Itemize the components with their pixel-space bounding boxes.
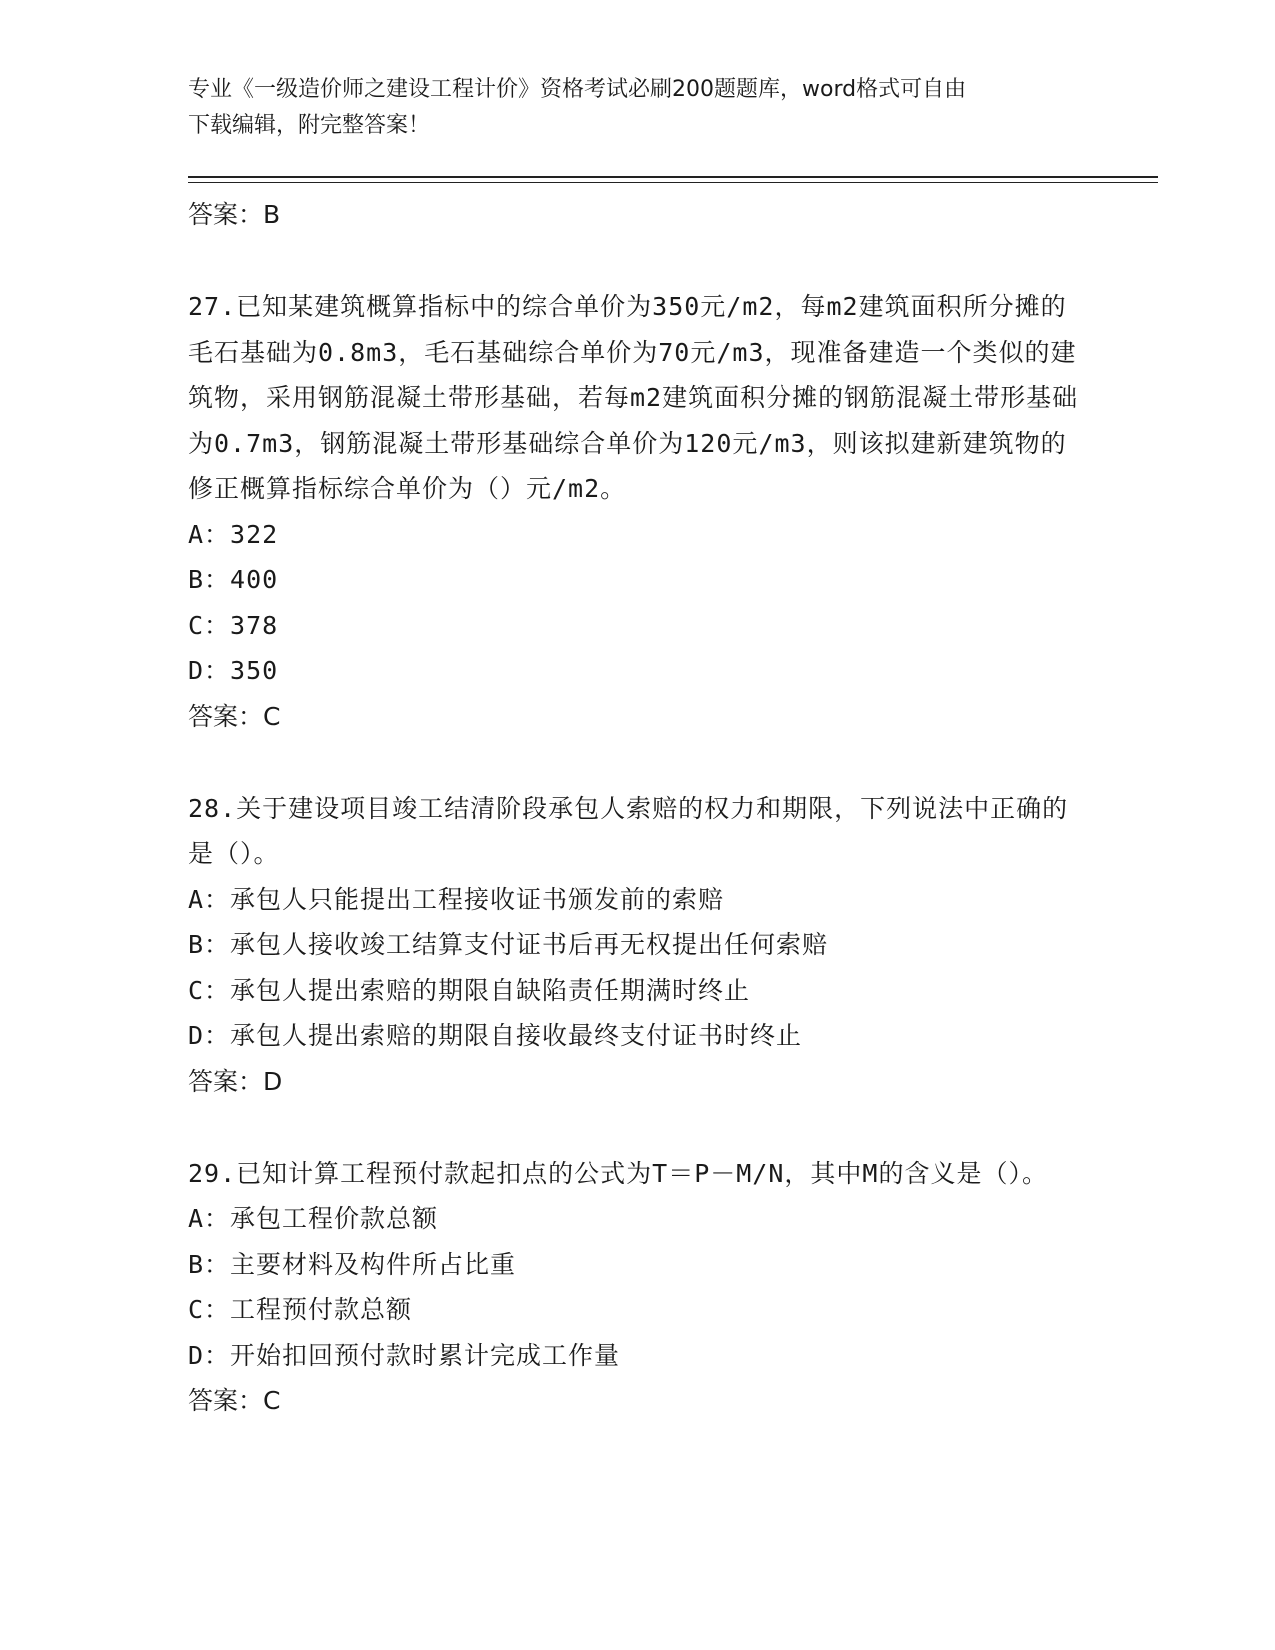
option-d: D：350 <box>188 656 279 685</box>
option-d: D：承包人提出索赔的期限自接收最终支付证书时终止 <box>188 1021 803 1050</box>
spacer <box>188 238 1088 284</box>
question-text: 27.已知某建筑概算指标中的综合单价为350元/m2，每m2建筑面积所分摊的毛石基础为0.8m3，毛石基础综合单价为70元/m3，现准备建造一个类似的建筑物，采用钢筋混凝土带形基础，若每m2建筑面积分摊的钢筋混凝土带形基础为0.7m3，钢筋混凝土带形基础综合单价为120元/m3，则该拟建新建筑物的修正概算指标综合单价为（）元/m2。 <box>188 292 1079 503</box>
spacer <box>188 1105 1088 1151</box>
option-c: C：378 <box>188 610 279 640</box>
page-header <box>188 72 1088 144</box>
answer-line: 答案：D <box>188 1066 283 1096</box>
option-a: A：承包人只能提出工程接收证书颁发前的索赔 <box>188 884 725 914</box>
option-c: C：工程预付款总额 <box>188 1295 413 1324</box>
header-line-1: 专业《一级造价师之建设工程计价》资格考试必刷200题题库，word格式可自由 <box>188 77 967 102</box>
option-d: D：开始扣回预付款时累计完成工作量 <box>188 1340 621 1370</box>
header-rule-thin <box>188 182 1158 183</box>
option-b: B：承包人接收竣工结算支付证书后再无权提出任何索赔 <box>188 930 829 959</box>
question-block-27 <box>188 284 1088 740</box>
question-block-28 <box>188 786 1088 1105</box>
header-line-2: 下载编辑，附完整答案！ <box>188 113 431 138</box>
question-block-29 <box>188 1151 1088 1425</box>
option-a: A：322 <box>188 519 279 549</box>
option-b: B：主要材料及构件所占比重 <box>188 1249 517 1279</box>
option-c: C：承包人提出索赔的期限自缺陷责任期满时终止 <box>188 975 751 1005</box>
option-a: A：承包工程价款总额 <box>188 1204 439 1233</box>
question-text: 28.关于建设项目竣工结清阶段承包人索赔的权力和期限，下列说法中正确的是（）。 <box>188 793 1069 868</box>
spacer <box>188 740 1088 786</box>
question-text: 29.已知计算工程预付款起扣点的公式为T＝P－M/N，其中M的含义是（）。 <box>188 1158 1048 1188</box>
header-rule-thick <box>188 176 1158 178</box>
question-list <box>188 192 1088 1424</box>
answer-line: 答案：C <box>188 701 281 731</box>
answer-line: 答案：C <box>188 1386 281 1415</box>
option-b: B：400 <box>188 565 279 594</box>
previous-answer: 答案：B <box>188 200 281 229</box>
